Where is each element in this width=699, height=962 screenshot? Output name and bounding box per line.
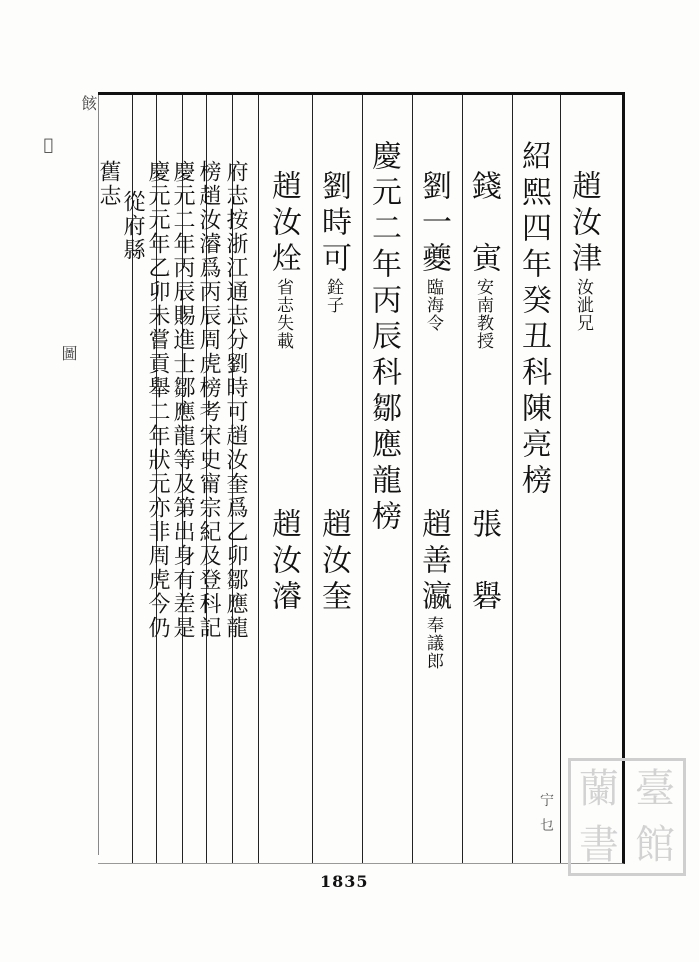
entry-name: 趙汝烇 (266, 170, 301, 278)
seal-char: 館 (635, 822, 675, 868)
facing-page-fragment (39, 95, 99, 855)
entry-qian-yin (466, 170, 501, 350)
column-rule (312, 95, 313, 863)
entry-note: 奉議郎 (423, 616, 443, 670)
entry-zhao-shanying (416, 508, 451, 670)
facing-fragment-2: 圖 (59, 345, 78, 361)
commentary-line-3: 慶元二年丙辰賜進士鄒應龍等及第出身有差是 (170, 160, 195, 640)
exam-heading-text: 慶元二年丙辰科鄒應龍榜 (366, 140, 401, 536)
entry-note: 銓子 (323, 278, 343, 314)
entry-zhao-rujun (266, 508, 301, 616)
library-seal (568, 758, 686, 876)
entry-note: 汝泚兄 (573, 278, 593, 332)
entry-name: 趙善瀛 (416, 508, 451, 616)
entry-zhao-ruxin (566, 170, 601, 332)
entry-name: 趙汝津 (566, 170, 601, 278)
seal-char: 書 (579, 822, 619, 868)
entry-liu-yikui (416, 170, 451, 332)
stray-mark: 乜 (540, 818, 554, 834)
column-rule (560, 95, 561, 863)
entry-name: 劉時可 (316, 170, 351, 278)
facing-fragment-1: 䬵 (79, 95, 98, 111)
seal-char: 蘭 (579, 766, 619, 812)
exam-heading-text: 紹熙四年癸丑科陳亮榜 (516, 140, 551, 500)
facing-fragment-3: 𨑘 (39, 135, 58, 154)
entry-zhao-rukui (316, 508, 351, 616)
column-rule (512, 95, 513, 863)
commentary-line-6: 舊志 (96, 160, 121, 208)
column-rule (362, 95, 363, 863)
exam-heading-shaoxi (516, 140, 551, 500)
entry-name: 劉一夔 (416, 170, 451, 278)
entry-zhao-ruquan (266, 170, 301, 350)
entry-name: 趙汝奎 (316, 508, 351, 616)
page-number: 1835 (320, 872, 369, 891)
entry-note: 安南教授 (473, 278, 493, 350)
column-rule (412, 95, 413, 863)
entry-liu-shike (316, 170, 351, 314)
commentary-line-2: 榜趙汝濬爲丙辰周虎榜考宋史甯宗紀及登科記 (196, 160, 221, 640)
column-rule (462, 95, 463, 863)
entry-name: 趙汝濬 (266, 508, 301, 616)
entry-name: 錢 寅 (466, 170, 501, 278)
entry-note: 省志失載 (273, 278, 293, 350)
stray-mark: 宁 (540, 793, 554, 809)
entry-name: 張 礜 (466, 508, 501, 616)
entry-note: 臨海令 (423, 278, 443, 332)
commentary-line-4: 慶元元年乙卯未嘗貢舉二年狀元亦非周虎今仍 (145, 160, 170, 640)
column-rule (258, 95, 259, 863)
exam-heading-qingyuan (366, 140, 401, 536)
entry-zhang-yu (466, 508, 501, 616)
commentary-line-1: 府志按浙江通志分劉時可趙汝奎爲乙卯鄒應龍 (223, 160, 248, 640)
seal-char: 臺 (635, 766, 675, 812)
commentary-line-5: 從府縣 (120, 190, 145, 262)
facing-page-text (39, 95, 98, 361)
